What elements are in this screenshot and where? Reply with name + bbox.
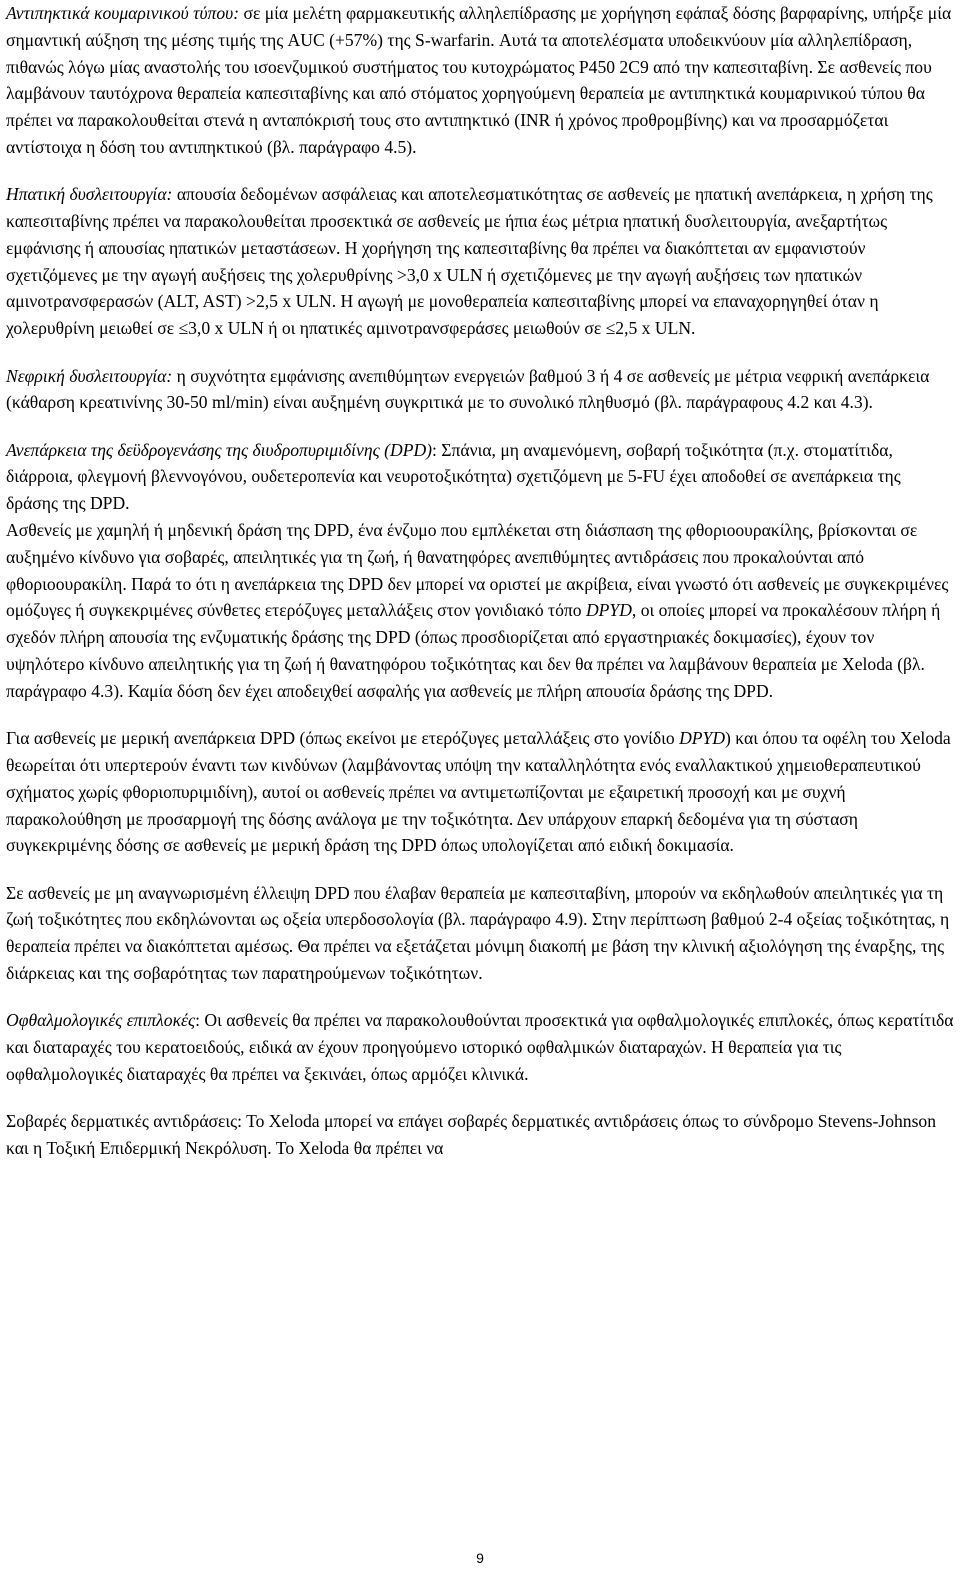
text-dpd-partial-1: Για ασθενείς με μερική ανεπάρκεια DPD (όπως εκείνοι με ετερόζυγες μεταλλάξεις στο γονίδιο	[6, 728, 680, 749]
text-ophthalmologic: : Οι ασθενείς θα πρέπει να παρακολουθούνται προσεκτικά για οφθαλμολογικές επιπλοκές, όπως κερατίτιδα και διαταραχές του κερατοειδούς, ειδικά αν έχουν προηγούμενο ιστορικό οφθαλμικών διαταραχών. Η θεραπεία για τις οφθαλμολογικές διαταραχές θα πρέπει να ξεκινάει, όπως αρμόζει κλινικά.	[6, 1010, 954, 1084]
text-dpd-partial-2: ) και όπου τα οφέλη του Xeloda θεωρείται ότι υπερτερούν έναντι των κινδύνων (λαμβάνοντας υπόψη την καταλληλότητα ενός εναλλακτικού χημειοθεραπευτικού σχήματος χωρίς φθοριοπυριμιδίνη), αυτοί οι ασθενείς πρέπει να αντιμετωπίζονται με εξαιρετική προσοχή και με συχνή παρακολούθηση με προσαρμογή της δόσης ανάλογα με την τοξικότητα. Δεν υπάρχουν επαρκή δεδομένα για τη σύσταση συγκεκριμένης δόσης σε ασθενείς με μερική δράση της DPD όπως υπολογίζεται από ειδική δοκιμασία.	[6, 728, 951, 856]
heading-ophthalmologic: Οφθαλμολογικές επιπλοκές	[6, 1010, 196, 1031]
document-body	[6, 0, 954, 1162]
text-skin-reactions: Σοβαρές δερματικές αντιδράσεις: Το Xeloda μπορεί να επάγει σοβαρές δερματικές αντιδράσεις όπως το σύνδρομο Stevens-Johnson και η Τοξική Επιδερμική Νεκρόλυση. Το Xeloda θα πρέπει να	[6, 1111, 937, 1158]
paragraph-renal-impairment	[6, 363, 954, 417]
text-dpd-unrecognised: Σε ασθενείς με μη αναγνωρισμένη έλλειψη DPD που έλαβαν θεραπεία με καπεσιταβίνη, μπορούν να εκδηλωθούν απειλητικές για τη ζωή τοξικότητες που εκδηλώνονται ως οξεία υπερδοσολογία (βλ. παράγραφο 4.9). Στην περίπτωση βαθμού 2-4 οξείας τοξικότητας, η θεραπεία πρέπει να διακόπτεται αμέσως. Θα πρέπει να εξετάζεται μόνιμη διακοπή με βάση την κλινική αξιολόγηση της έναρξης, της διάρκειας και της σοβαρότητας των παρατηρούμενων τοξικότητων.	[6, 882, 950, 983]
text-renal-impairment: η συχνότητα εμφάνισης ανεπιθύμητων ενεργειών βαθμού 3 ή 4 σε ασθενείς με μέτρια νεφρική ανεπάρκεια (κάθαρση κρεατινίνης 30-50 ml/min) είναι αυξημένη συγκριτικά με το συνολικό πληθυσμό (βλ. παράγραφους 4.2 και 4.3).	[6, 365, 930, 413]
gene-name-dpyd: DPYD	[585, 600, 632, 621]
paragraph-ophthalmologic	[6, 1007, 954, 1087]
heading-hepatic-impairment: Ηπατική δυσλειτουργία:	[6, 184, 173, 205]
paragraph-skin-reactions	[6, 1108, 954, 1162]
paragraph-anticoagulants	[6, 0, 954, 161]
paragraph-dpd-low-activity	[6, 517, 954, 705]
page-number: 9	[476, 1550, 484, 1566]
paragraph-dpd-deficiency	[6, 437, 954, 517]
heading-dpd-deficiency: Ανεπάρκεια της δεϋδρογενάσης της διυδροπυριμιδίνης (DPD)	[6, 439, 433, 460]
text-hepatic-impairment: απουσία δεδομένων ασφάλειας και αποτελεσματικότητας σε ασθενείς με ηπατική ανεπάρκεια, η χρήση της καπεσιταβίνης πρέπει να παρακολουθείται προσεκτικά σε ασθενείς με ήπια έως μέτρια ηπατική δυσλειτουργία, ανεξαρτήτως εμφάνισης ή απουσίας ηπατικών μεταστάσεων. Η χορήγηση της καπεσιταβίνης θα πρέπει να διακόπτεται αν εμφανιστούν σχετιζόμενες με την αγωγή αυξήσεις της χολερυθρίνης >3,0 x ULN ή σχετιζόμενες με την αγωγή αυξήσεις των ηπατικών αμινοτρανσφερασών (ALT, AST) >2,5 x ULN. Η αγωγή με μονοθεραπεία καπεσιταβίνης μπορεί να επαναχορηγηθεί όταν η χολερυθρίνη μειωθεί σε ≤3,0 x ULN ή οι ηπατικές αμινοτρανσφεράσες μειωθούν σε ≤2,5 x ULN.	[6, 184, 933, 339]
paragraph-dpd-unrecognised	[6, 880, 954, 987]
text-dpd-deficiency: : Σπάνια, μη αναμενόμενη, σοβαρή τοξικότητα (π.χ. στοματίτιδα, διάρροια, φλεγμονή βλεννογόνου, ουδετεροπενία και νευροτοξικότητα) σχετιζόμενη με 5-FU έχει αποδοθεί σε ανεπάρκεια της δράσης της DPD.	[6, 439, 901, 514]
text-dpd-low-activity-1: Ασθενείς με χαμηλή ή μηδενική δράση της DPD, ένα ένζυμο που εμπλέκεται στη διάσπαση της φθοριοουρακίλης, βρίσκονται σε αυξημένο κίνδυνο για σοβαρές, απειλητικές για τη ζωή, ή θανατηφόρες ανεπιθύμητες αντιδράσεις που προκαλούνται από φθοριοουρακίλη. Παρά το ότι η ανεπάρκεια της DPD δεν μπορεί να οριστεί με ακρίβεια, είναι γνωστό ότι ασθενείς με συγκεκριμένες ομόζυγες ή συγκεκριμένες σύνθετες ετερόζυγες μεταλλάξεις στον γονιδιακό τόπο	[6, 520, 949, 621]
paragraph-hepatic-impairment	[6, 181, 954, 342]
heading-renal-impairment: Νεφρική δυσλειτουργία:	[6, 365, 173, 386]
text-anticoagulants: σε μία μελέτη φαρμακευτικής αλληλεπίδρασης με χορήγηση εφάπαξ δόσης βαρφαρίνης, υπήρξε μία σημαντική αύξηση της μέσης τιμής της AUC (+57%) της S-warfarin. Αυτά τα αποτελέσματα υποδεικνύουν μία αλληλεπίδραση, πιθανώς λόγω μίας αναστολής του ισοενζυμικού συστήματος του κυτοχρώματος P450 2C9 από την καπεσιταβίνη. Σε ασθενείς που λαμβάνουν ταυτόχρονα θεραπεία καπεσιταβίνης και από στόματος χορηγούμενη θεραπεία με αντιπηκτικά κουμαρινικού τύπου θα πρέπει να παρακολουθείται στενά η ανταπόκρισή τους στο αντιπηκτικό (INR ή χρόνος προθρομβίνης) και να προσαρμόζεται αντίστοιχα η δόση του αντιπηκτικού (βλ. παράγραφο 4.5).	[6, 3, 952, 157]
text-dpd-low-activity-2: , οι οποίες μπορεί να προκαλέσουν πλήρη ή σχεδόν πλήρη απουσία της ενζυματικής δράσης της DPD (όπως προσδιορίζεται από εργαστηριακές δοκιμασίες), έχουν τον υψηλότερο κίνδυνο απειλητικής για τη ζωή ή θανατηφόρου τοξικότητας και δεν θα πρέπει να λαμβάνουν θεραπεία με Xeloda (βλ. παράγραφο 4.3). Καμία δόση δεν έχει αποδειχθεί ασφαλής για ασθενείς με πλήρη απουσία δράσης της DPD.	[6, 600, 941, 701]
paragraph-dpd-partial	[6, 725, 954, 859]
heading-anticoagulants: Αντιπηκτικά κουμαρινικού τύπου:	[6, 3, 240, 23]
gene-name-dpyd: DPYD	[679, 728, 726, 749]
